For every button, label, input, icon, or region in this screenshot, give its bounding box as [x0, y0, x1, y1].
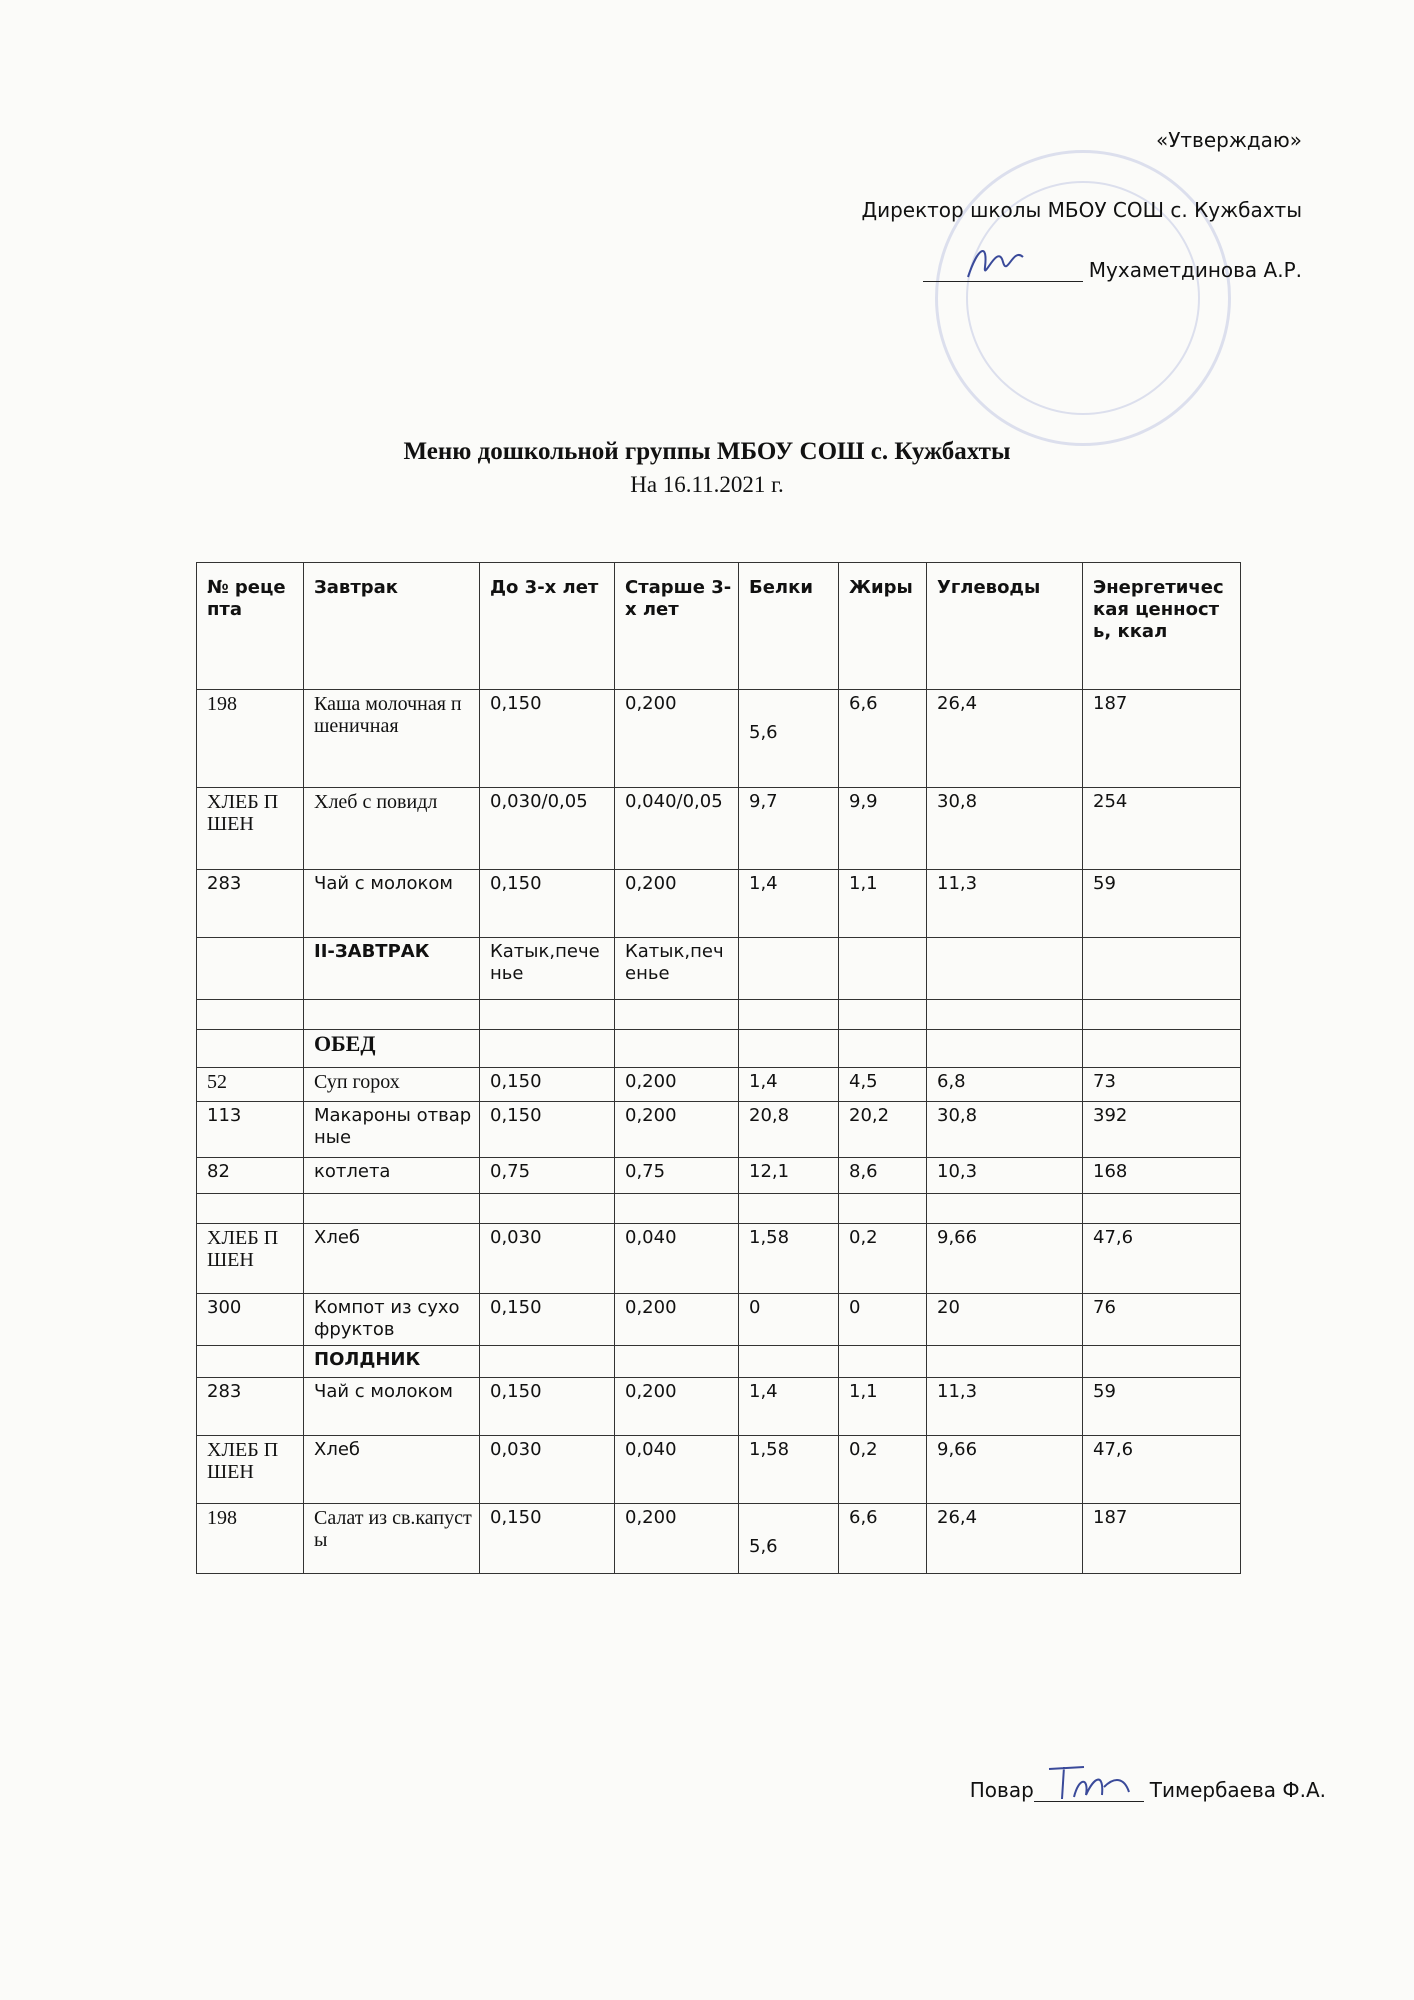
cell-recipe: ХЛЕБ ПШЕН: [197, 788, 304, 870]
cell-fat: 9,9: [839, 788, 927, 870]
table-row: [197, 1000, 1241, 1030]
cell-under3: 0,030: [480, 1436, 615, 1504]
cell-carbs: [927, 938, 1083, 1000]
cell-carbs: 11,3: [927, 870, 1083, 938]
cell-over3: 0,200: [615, 1504, 739, 1574]
cell-dish: Суп горох: [304, 1068, 480, 1102]
cell-energy: 47,6: [1083, 1224, 1241, 1294]
cook-signature-block: [970, 1778, 1326, 1802]
cell-carbs: [927, 1000, 1083, 1030]
cell-fat: 20,2: [839, 1102, 927, 1158]
cell-energy: [1083, 938, 1241, 1000]
table-row: [197, 870, 1241, 938]
cell-fat: 0: [839, 1294, 927, 1346]
cook-name: Тимербаева Ф.А.: [1149, 1778, 1326, 1802]
cell-over3: 0,040/0,05: [615, 788, 739, 870]
cell-carbs: [927, 1030, 1083, 1068]
header-breakfast: Завтрак: [304, 563, 480, 690]
approval-signature-block: [923, 258, 1302, 282]
cell-over3: 0,200: [615, 1378, 739, 1436]
table-row: [197, 1224, 1241, 1294]
cell-fat: [839, 1000, 927, 1030]
cell-energy: 392: [1083, 1102, 1241, 1158]
director-name: Мухаметдинова А.Р.: [1088, 258, 1302, 282]
cell-recipe: 198: [197, 1504, 304, 1574]
cell-fat: 6,6: [839, 690, 927, 788]
cell-fat: 8,6: [839, 1158, 927, 1194]
cell-under3: 0,150: [480, 1068, 615, 1102]
cell-over3: [615, 1030, 739, 1068]
cell-under3: 0,150: [480, 1504, 615, 1574]
header-carbs: Углеводы: [927, 563, 1083, 690]
cell-over3: 0,040: [615, 1224, 739, 1294]
cell-carbs: 20: [927, 1294, 1083, 1346]
official-stamp: [935, 150, 1231, 446]
cell-recipe: [197, 938, 304, 1000]
table-row: [197, 1294, 1241, 1346]
cell-fat: 1,1: [839, 1378, 927, 1436]
document-date: На 16.11.2021 г.: [630, 472, 784, 497]
table-row: [197, 1346, 1241, 1378]
cell-recipe: 113: [197, 1102, 304, 1158]
cell-under3: 0,150: [480, 1102, 615, 1158]
cell-protein: 1,4: [739, 870, 839, 938]
cook-signature-icon: [1044, 1757, 1134, 1807]
cell-fat: 4,5: [839, 1068, 927, 1102]
cell-protein: [739, 1000, 839, 1030]
cell-protein: 5,6: [739, 1504, 839, 1574]
cell-recipe: 283: [197, 1378, 304, 1436]
cell-under3: [480, 1194, 615, 1224]
cell-under3: 0,150: [480, 870, 615, 938]
cell-over3: [615, 1000, 739, 1030]
table-row: [197, 1030, 1241, 1068]
cell-recipe: 82: [197, 1158, 304, 1194]
approval-position: Директор школы МБОУ СОШ с. Кужбахты: [861, 198, 1302, 222]
table-row: [197, 1102, 1241, 1158]
cell-energy: 187: [1083, 1504, 1241, 1574]
cell-under3: Катык,печенье: [480, 938, 615, 1000]
cell-recipe: [197, 1346, 304, 1378]
cell-dish: [304, 1194, 480, 1224]
header-fat: Жиры: [839, 563, 927, 690]
menu-table: [196, 562, 1241, 1574]
director-signature-line: [923, 259, 1083, 282]
cell-protein: 1,4: [739, 1068, 839, 1102]
cell-protein: [739, 1346, 839, 1378]
cell-energy: 76: [1083, 1294, 1241, 1346]
cell-under3: 0,75: [480, 1158, 615, 1194]
cell-protein: 1,58: [739, 1224, 839, 1294]
cell-carbs: 30,8: [927, 1102, 1083, 1158]
cell-protein: [739, 938, 839, 1000]
cell-protein: 1,4: [739, 1378, 839, 1436]
cell-over3: 0,200: [615, 690, 739, 788]
cell-fat: [839, 938, 927, 1000]
cell-over3: 0,200: [615, 1068, 739, 1102]
cell-dish: Хлеб: [304, 1436, 480, 1504]
cell-recipe: 198: [197, 690, 304, 788]
cell-dish: Компот из сухофруктов: [304, 1294, 480, 1346]
cell-dish: Чай с молоком: [304, 1378, 480, 1436]
cell-carbs: 30,8: [927, 788, 1083, 870]
cell-dish: Хлеб: [304, 1224, 480, 1294]
director-signature-icon: [963, 237, 1033, 287]
cell-recipe: 300: [197, 1294, 304, 1346]
cell-protein: 9,7: [739, 788, 839, 870]
approval-heading: «Утверждаю»: [1155, 128, 1302, 152]
cell-energy: 168: [1083, 1158, 1241, 1194]
cell-protein: 20,8: [739, 1102, 839, 1158]
cell-dish: Чай с молоком: [304, 870, 480, 938]
cell-fat: 6,6: [839, 1504, 927, 1574]
cell-energy: [1083, 1346, 1241, 1378]
cell-recipe: [197, 1194, 304, 1224]
cell-protein: 12,1: [739, 1158, 839, 1194]
cell-dish: котлета: [304, 1158, 480, 1194]
cell-energy: 187: [1083, 690, 1241, 788]
cell-dish: [304, 1000, 480, 1030]
cell-carbs: 26,4: [927, 1504, 1083, 1574]
cell-under3: [480, 1000, 615, 1030]
cell-fat: [839, 1030, 927, 1068]
cell-protein: [739, 1030, 839, 1068]
cell-carbs: 6,8: [927, 1068, 1083, 1102]
cell-recipe: [197, 1000, 304, 1030]
cell-energy: [1083, 1000, 1241, 1030]
cell-carbs: 9,66: [927, 1224, 1083, 1294]
cell-over3: [615, 1194, 739, 1224]
cook-label: Повар: [969, 1778, 1034, 1802]
cell-dish: Макароны отварные: [304, 1102, 480, 1158]
cell-dish: Каша молочная пшеничная: [304, 690, 480, 788]
cell-under3: 0,030/0,05: [480, 788, 615, 870]
cell-over3: 0,200: [615, 1102, 739, 1158]
document-title: Меню дошкольной группы МБОУ СОШ с. Кужбахты: [403, 438, 1011, 465]
cell-fat: 0,2: [839, 1436, 927, 1504]
cell-carbs: 11,3: [927, 1378, 1083, 1436]
cell-protein: [739, 1194, 839, 1224]
cell-protein: 1,58: [739, 1436, 839, 1504]
table-row: [197, 1504, 1241, 1574]
cell-under3: 0,150: [480, 1378, 615, 1436]
cell-fat: 0,2: [839, 1224, 927, 1294]
cell-carbs: 9,66: [927, 1436, 1083, 1504]
cell-under3: 0,030: [480, 1224, 615, 1294]
table-row: [197, 1436, 1241, 1504]
cell-dish: II-ЗАВТРАК: [304, 938, 480, 1000]
table-row: [197, 690, 1241, 788]
header-over3: Старше 3-х лет: [615, 563, 739, 690]
cell-energy: [1083, 1194, 1241, 1224]
cell-dish: Салат из св.капусты: [304, 1504, 480, 1574]
cell-carbs: [927, 1194, 1083, 1224]
cell-fat: [839, 1194, 927, 1224]
header-recipe: № рецепта: [197, 563, 304, 690]
cell-dish: ОБЕД: [304, 1030, 480, 1068]
header-energy: Энергетическая ценность, ккал: [1083, 563, 1241, 690]
cell-under3: 0,150: [480, 690, 615, 788]
cell-fat: [839, 1346, 927, 1378]
table-row: [197, 1068, 1241, 1102]
cook-signature-line: [1034, 1779, 1144, 1802]
cell-dish: ПОЛДНИК: [304, 1346, 480, 1378]
cell-energy: 73: [1083, 1068, 1241, 1102]
cell-dish: Хлеб с повидл: [304, 788, 480, 870]
table-row: [197, 938, 1241, 1000]
cell-over3: 0,040: [615, 1436, 739, 1504]
cell-over3: [615, 1346, 739, 1378]
cell-protein: 5,6: [739, 690, 839, 788]
header-protein: Белки: [739, 563, 839, 690]
cell-under3: [480, 1346, 615, 1378]
cell-protein: 0: [739, 1294, 839, 1346]
table-row: [197, 1378, 1241, 1436]
cell-over3: Катык,печенье: [615, 938, 739, 1000]
cell-recipe: [197, 1030, 304, 1068]
cell-over3: 0,200: [615, 870, 739, 938]
table-row: [197, 1158, 1241, 1194]
cell-recipe: 52: [197, 1068, 304, 1102]
cell-energy: 47,6: [1083, 1436, 1241, 1504]
cell-recipe: ХЛЕБ ПШЕН: [197, 1224, 304, 1294]
cell-carbs: [927, 1346, 1083, 1378]
cell-energy: 59: [1083, 870, 1241, 938]
cell-energy: [1083, 1030, 1241, 1068]
table-header-row: [197, 563, 1241, 690]
cell-fat: 1,1: [839, 870, 927, 938]
cell-over3: 0,75: [615, 1158, 739, 1194]
cell-carbs: 10,3: [927, 1158, 1083, 1194]
header-under3: До 3-х лет: [480, 563, 615, 690]
table-row: [197, 788, 1241, 870]
cell-carbs: 26,4: [927, 690, 1083, 788]
cell-under3: 0,150: [480, 1294, 615, 1346]
cell-over3: 0,200: [615, 1294, 739, 1346]
table-row: [197, 1194, 1241, 1224]
cell-recipe: 283: [197, 870, 304, 938]
cell-energy: 59: [1083, 1378, 1241, 1436]
cell-under3: [480, 1030, 615, 1068]
cell-energy: 254: [1083, 788, 1241, 870]
cell-recipe: ХЛЕБ ПШЕН: [197, 1436, 304, 1504]
